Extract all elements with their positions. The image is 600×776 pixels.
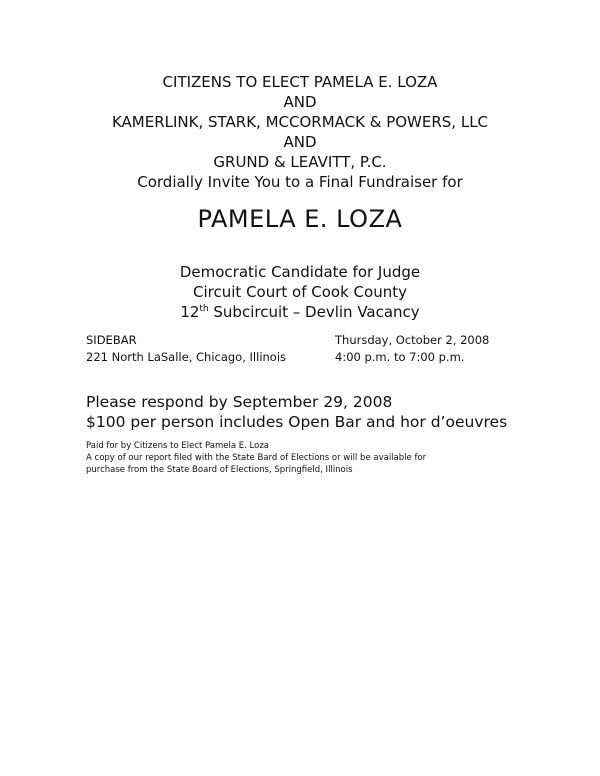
subcircuit-number: 12 bbox=[180, 303, 200, 321]
host-line-and-2: AND bbox=[283, 133, 317, 151]
event-date: Thursday, October 2, 2008 bbox=[335, 333, 490, 347]
report-notice-line-2: purchase from the State Board of Elections, Springfield, Illinois bbox=[86, 465, 353, 475]
venue-name: SIDEBAR bbox=[86, 333, 137, 347]
venue-block bbox=[86, 332, 286, 366]
report-notice-line-1: A copy of our report filed with the State Bard of Elections or will be available for bbox=[86, 453, 427, 463]
venue-address: 221 North LaSalle, Chicago, Illinois bbox=[86, 350, 287, 364]
host-line-and-1: AND bbox=[283, 93, 317, 111]
paid-for-by: Paid for by Citizens to Elect Pamela E. Loza bbox=[86, 441, 269, 451]
rsvp-deadline: Please respond by September 29, 2008 bbox=[86, 393, 393, 411]
candidacy-block bbox=[0, 262, 600, 322]
host-line-law-firm-1: KAMERLINK, STARK, MCCORMACK & POWERS, LLC bbox=[111, 113, 489, 131]
hosts-block bbox=[0, 72, 600, 192]
ticket-price: $100 per person includes Open Bar and hor d’oeuvres bbox=[86, 413, 508, 431]
candidacy-title: Democratic Candidate for Judge bbox=[179, 263, 421, 281]
rsvp-block bbox=[86, 392, 507, 432]
host-line-campaign: CITIZENS TO ELECT PAMELA E. LOZA bbox=[162, 73, 438, 91]
event-time-block bbox=[335, 332, 489, 366]
candidate-name: PAMELA E. LOZA bbox=[197, 205, 403, 233]
subcircuit-text: Subcircuit – Devlin Vacancy bbox=[208, 303, 420, 321]
court-name: Circuit Court of Cook County bbox=[193, 283, 407, 301]
invite-line: Cordially Invite You to a Final Fundraiser for bbox=[137, 173, 463, 191]
host-line-law-firm-2: GRUND & LEAVITT, P.C. bbox=[213, 153, 387, 171]
subcircuit-line bbox=[0, 302, 600, 322]
event-hours: 4:00 p.m. to 7:00 p.m. bbox=[335, 350, 465, 364]
disclaimer-block bbox=[86, 440, 506, 476]
subcircuit-suffix: th bbox=[199, 304, 209, 314]
